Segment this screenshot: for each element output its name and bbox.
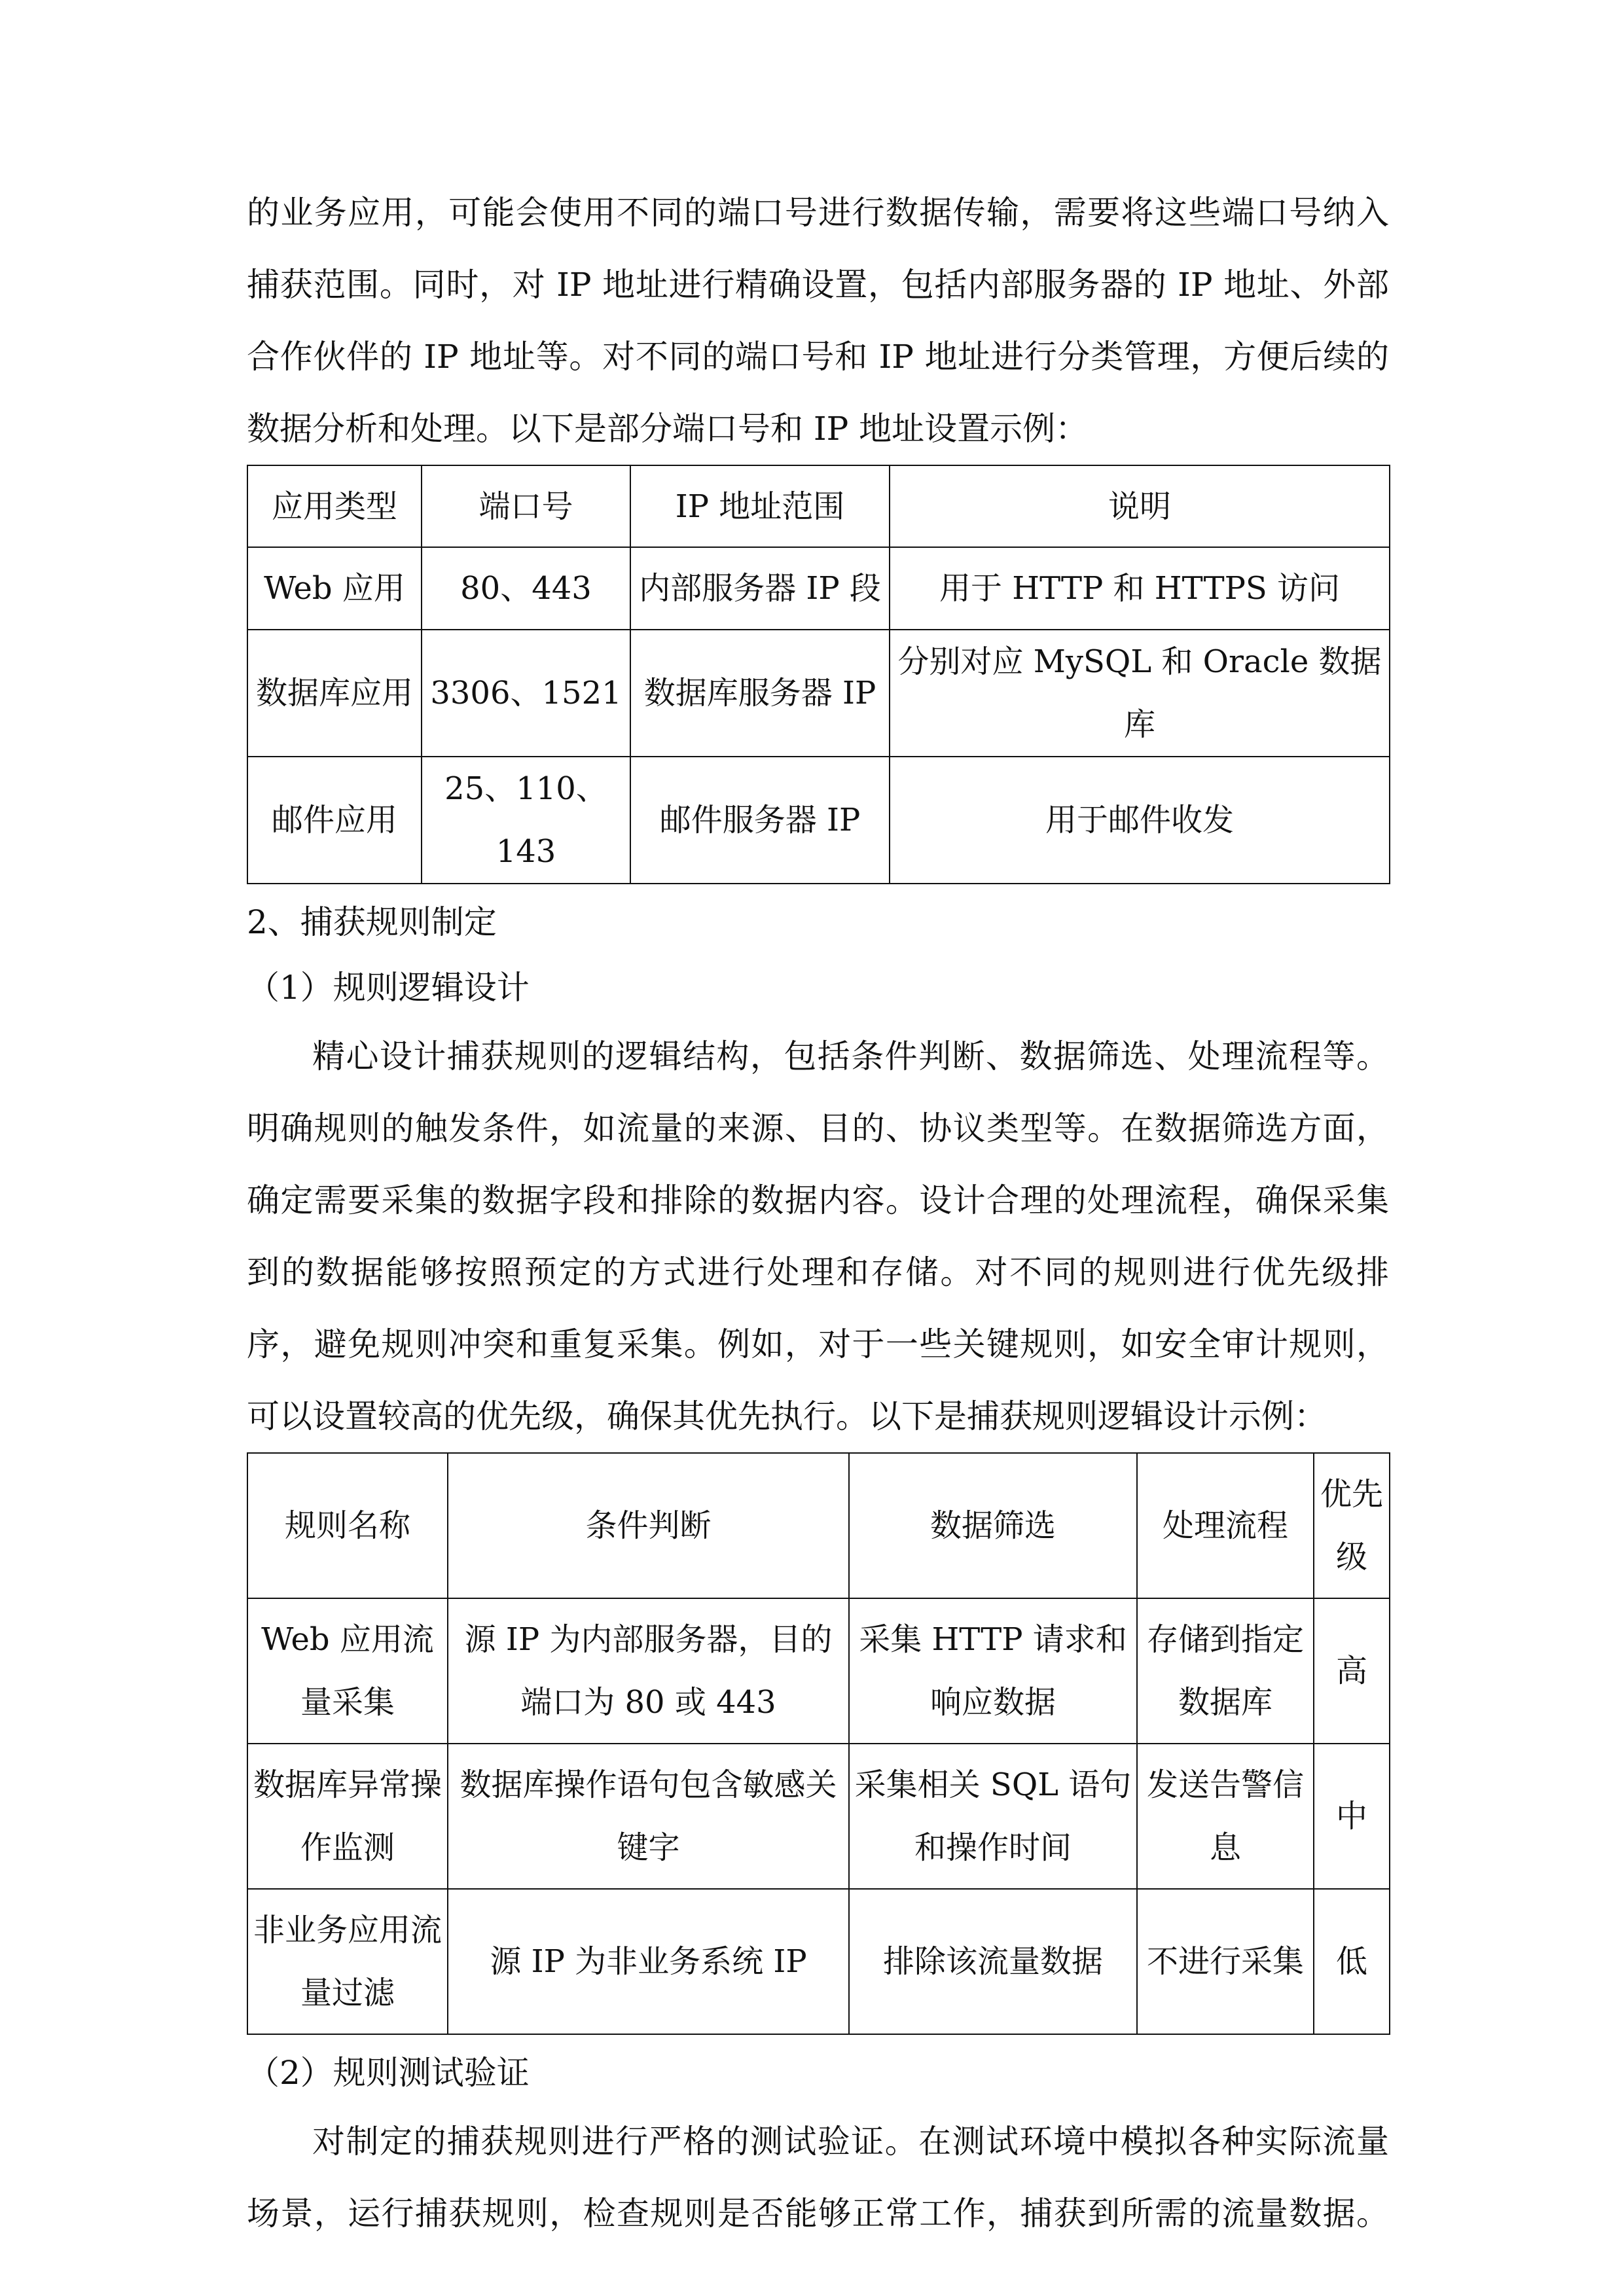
header-condition: 条件判断: [448, 1453, 849, 1598]
cell: 数据库服务器 IP: [630, 630, 890, 757]
priority-cell: 中: [1314, 1744, 1390, 1889]
test-paragraph: [247, 2106, 1389, 2250]
header-priority: 优先级: [1314, 1453, 1390, 1598]
table-header-row: [247, 1453, 1390, 1598]
table-row: [247, 547, 1390, 630]
paragraph-line: 明确规则的触发条件，如流量的来源、目的、协议类型等。在数据筛选方面，: [247, 1109, 1389, 1147]
cell: 采集 HTTP 请求和响应数据: [849, 1598, 1137, 1744]
intro-line: 的业务应用，可能会使用不同的端口号进行数据传输，需要将这些端口号纳入: [247, 194, 1389, 232]
cell: 用于 HTTP 和 HTTPS 访问: [890, 547, 1390, 630]
header-rule-name: 规则名称: [247, 1453, 448, 1598]
cell: 排除该流量数据: [849, 1889, 1137, 2034]
cell: 邮件应用: [247, 757, 422, 884]
paragraph-line: 到的数据能够按照预定的方式进行处理和存储。对不同的规则进行优先级排: [247, 1253, 1389, 1291]
paragraph-line: 确定需要采集的数据字段和排除的数据内容。设计合理的处理流程，确保采集: [247, 1181, 1389, 1219]
paragraph-line: 对制定的捕获规则进行严格的测试验证。在测试环境中模拟各种实际流量: [312, 2123, 1389, 2161]
cell: 25、110、143: [422, 757, 630, 884]
cell: 不进行采集: [1137, 1889, 1314, 2034]
document-page: [247, 177, 1389, 2250]
subsection-title: （2）规则测试验证: [247, 2054, 530, 2092]
priority-cell: 高: [1314, 1598, 1390, 1744]
subsection-title: （1）规则逻辑设计: [247, 969, 530, 1007]
cell: 内部服务器 IP 段: [630, 547, 890, 630]
header-app-type: 应用类型: [247, 465, 422, 547]
table-row: [247, 630, 1390, 757]
cell: 存储到指定数据库: [1137, 1598, 1314, 1744]
logic-paragraph: [247, 1020, 1389, 1452]
paragraph-line: 可以设置较高的优先级，确保其优先执行。以下是捕获规则逻辑设计示例：: [247, 1397, 1327, 1435]
table-row: [247, 1744, 1390, 1889]
paragraph-line: 场景，运行捕获规则，检查规则是否能够正常工作，捕获到所需的流量数据。: [247, 2195, 1389, 2233]
header-description: 说明: [890, 465, 1390, 547]
priority-cell: 低: [1314, 1889, 1390, 2034]
intro-line: 数据分析和处理。以下是部分端口号和 IP 地址设置示例：: [247, 410, 1089, 448]
table-row: [247, 1598, 1390, 1744]
table-row: [247, 1889, 1390, 2034]
cell: 80、443: [422, 547, 630, 630]
cell: 3306、1521: [422, 630, 630, 757]
cell: 数据库操作语句包含敏感关键字: [448, 1744, 849, 1889]
intro-line: 合作伙伴的 IP 地址等。对不同的端口号和 IP 地址进行分类管理，方便后续的: [247, 338, 1389, 376]
cell: 数据库应用: [247, 630, 422, 757]
cell: 源 IP 为内部服务器，目的端口为 80 或 443: [448, 1598, 849, 1744]
header-process: 处理流程: [1137, 1453, 1314, 1598]
cell: 邮件服务器 IP: [630, 757, 890, 884]
paragraph-line: 序，避免规则冲突和重复采集。例如，对于一些关键规则，如安全审计规则，: [247, 1325, 1389, 1363]
header-ip-range: IP 地址范围: [630, 465, 890, 547]
cell: Web 应用: [247, 547, 422, 630]
intro-line: 捕获范围。同时，对 IP 地址进行精确设置，包括内部服务器的 IP 地址、外部: [247, 266, 1389, 304]
table-header-row: [247, 465, 1390, 547]
header-data-filter: 数据筛选: [849, 1453, 1137, 1598]
header-port: 端口号: [422, 465, 630, 547]
cell: 源 IP 为非业务系统 IP: [448, 1889, 849, 2034]
cell: 分别对应 MySQL 和 Oracle 数据库: [890, 630, 1390, 757]
intro-paragraph: [247, 177, 1389, 465]
rule-logic-table: [247, 1452, 1390, 2035]
table-row: [247, 757, 1390, 884]
cell: Web 应用流量采集: [247, 1598, 448, 1744]
section-title: 2、捕获规则制定: [247, 903, 497, 941]
cell: 采集相关 SQL 语句和操作时间: [849, 1744, 1137, 1889]
cell: 非业务应用流量过滤: [247, 1889, 448, 2034]
paragraph-line: 精心设计捕获规则的逻辑结构，包括条件判断、数据筛选、处理流程等。: [312, 1037, 1389, 1075]
port-ip-table: [247, 465, 1390, 884]
cell: 发送告警信息: [1137, 1744, 1314, 1889]
cell: 数据库异常操作监测: [247, 1744, 448, 1889]
cell: 用于邮件收发: [890, 757, 1390, 884]
